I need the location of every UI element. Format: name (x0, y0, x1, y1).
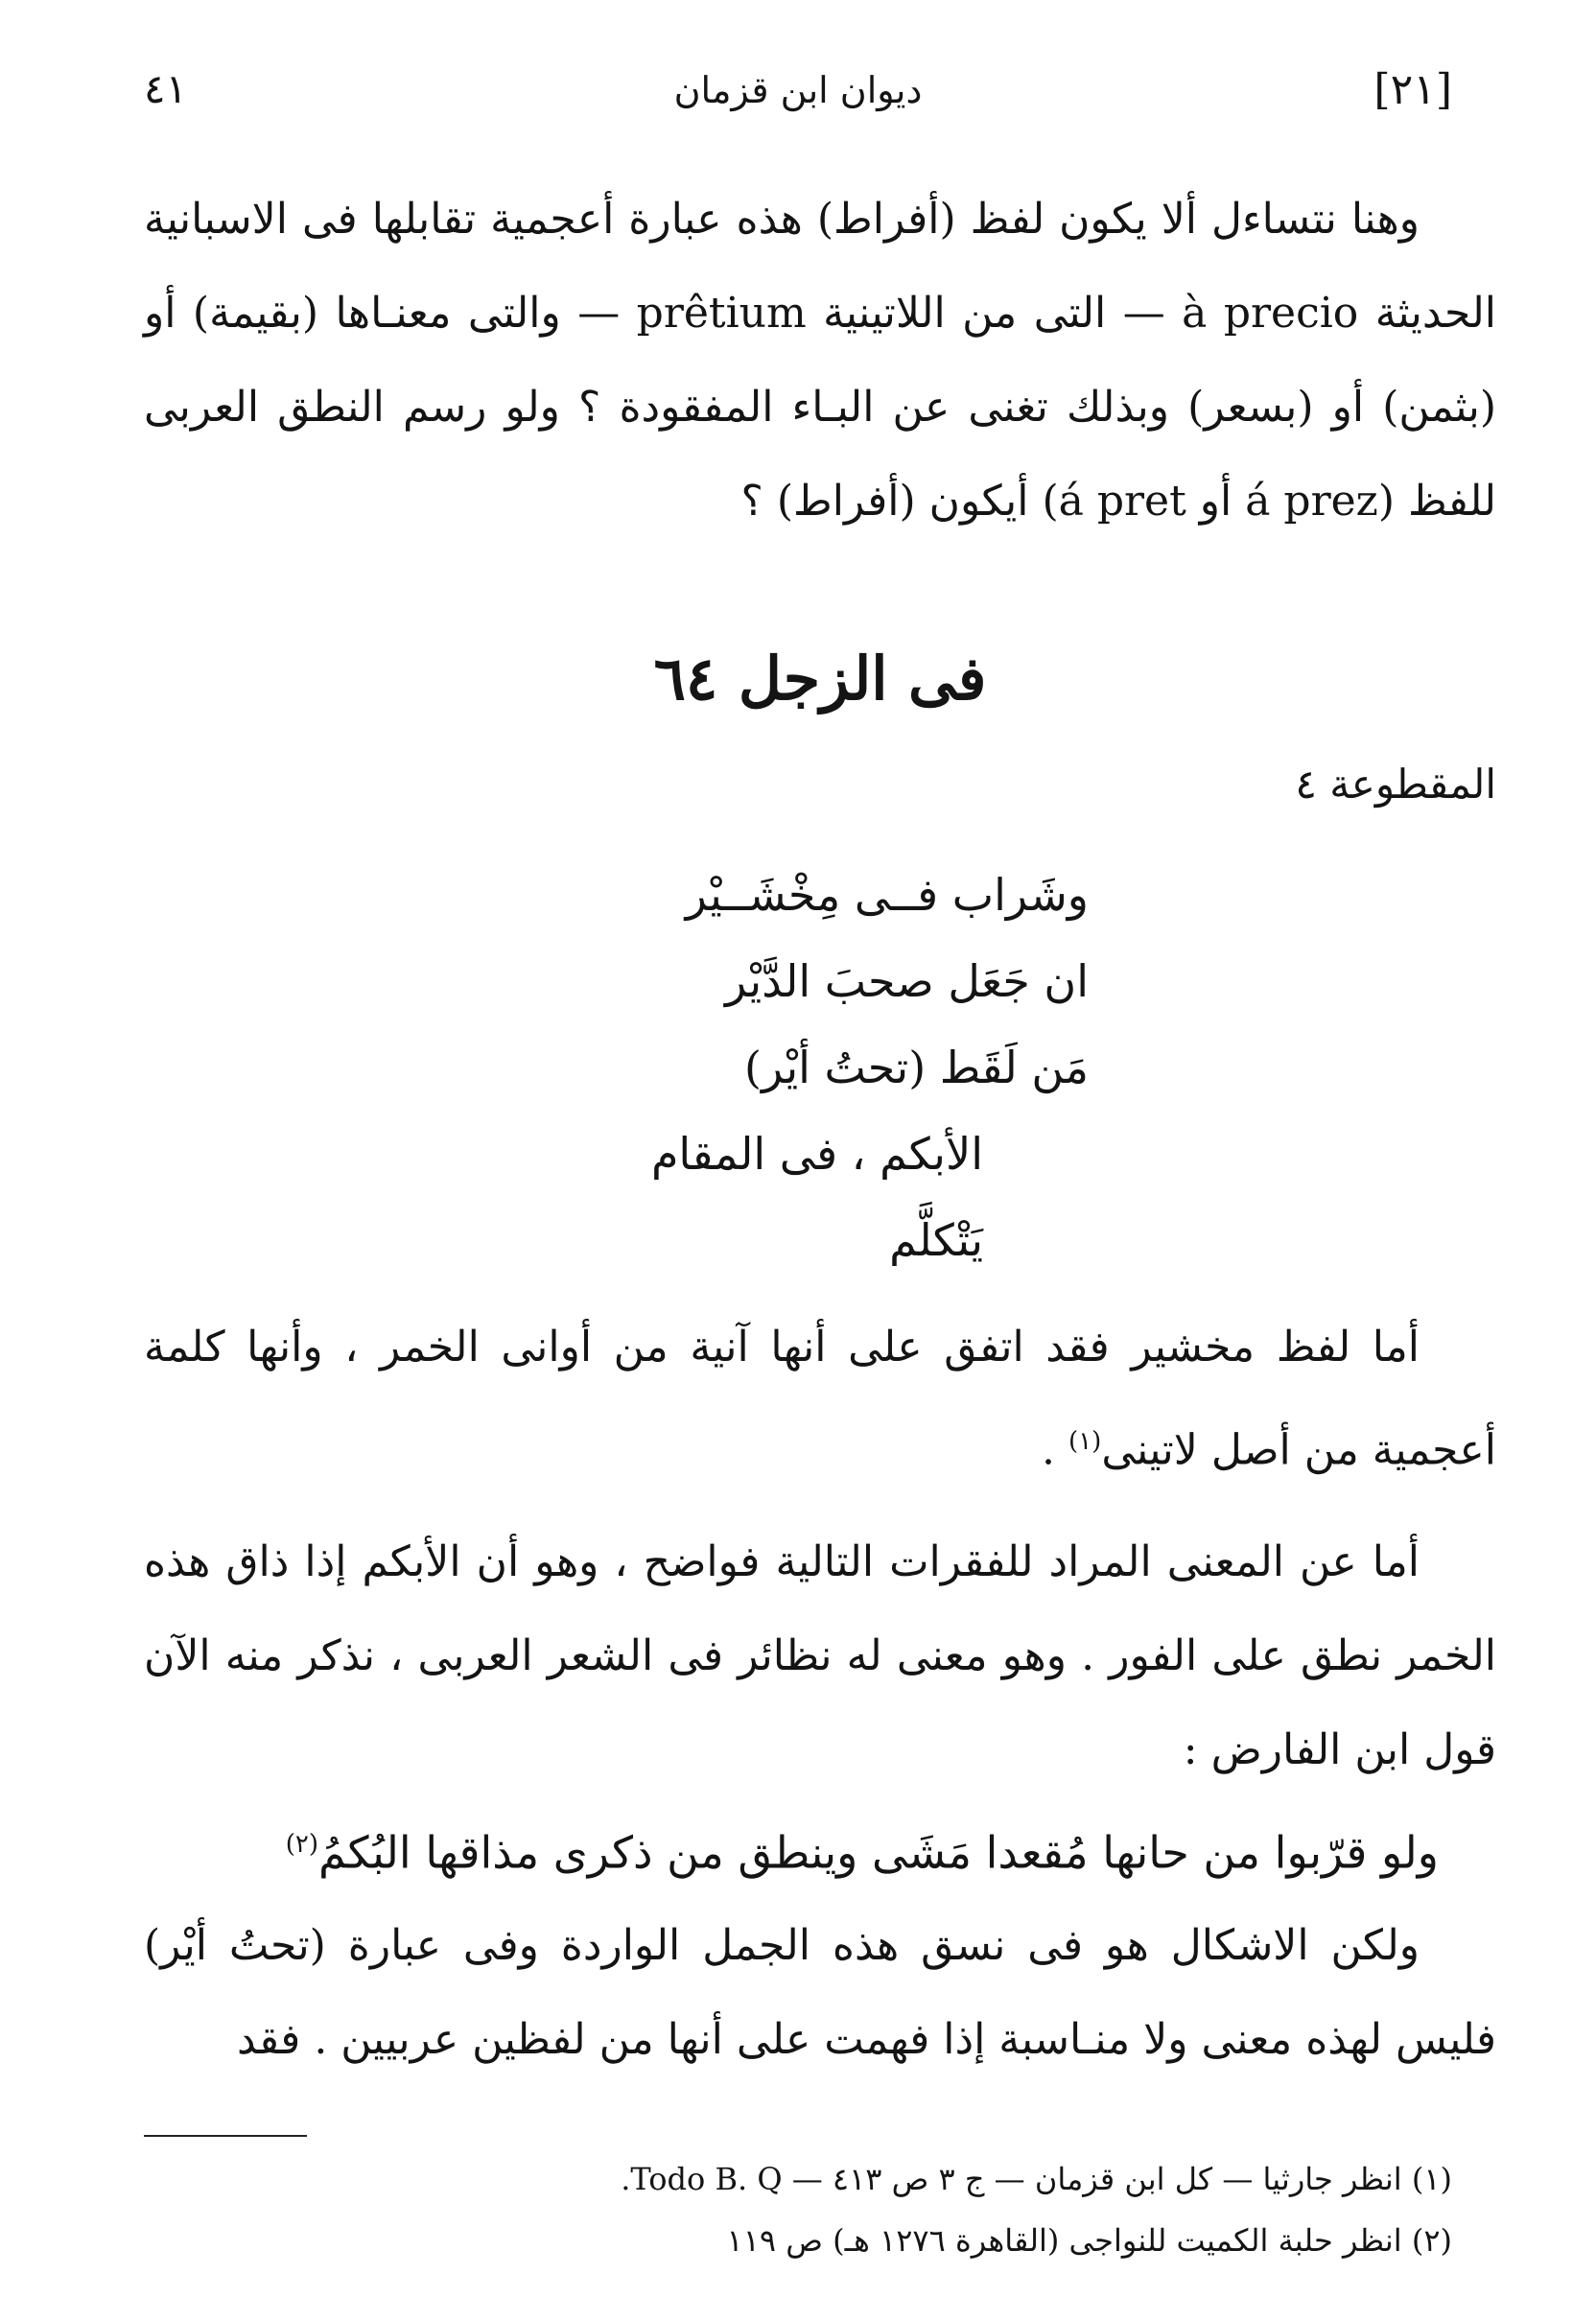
verse-line: ان جَعَل صحبَ الدَّيْر (725, 955, 1089, 1007)
paragraph-problem: ولكن الاشكال هو فى نسق هذه الجمل الواردة وفى عبارة (تحتُ أيْر) فليس لهذه معنى ولا منـاسبة إذا فهمت على أنها من لفظين عربيين . فقد (144, 1920, 1496, 2064)
paragraph-text: أما لفظ مخشير فقد اتفق على أنها آنية من أوانى الخمر ، وأنها كلمة أعجمية من أصل لاتينى (144, 1323, 1496, 1475)
footnote-marker: (٢) (285, 1829, 318, 1859)
quoted-verse-text: ولو قرّبوا من حانها مُقعدا مَشَى وينطق من ذكرى مذاقها البُكمُ (318, 1825, 1439, 1878)
intro-paragraph: وهنا نتساءل ألا يكون لفظ (أفراط) هذه عبارة أعجمية تقابلها فى الاسبانية الحديثة à precio — التى من اللاتينية prêtium — والتى معنـاها (بقيمة) أو (بثمن) أو (بسعر) وبذلك تغنى عن البـاء المفقودة ؟ ولو رسم النطق العربى للفظ (á prez أو á pret) أيكون (أفراط) ؟ (144, 195, 1496, 526)
verse-line: الأبكم ، فى المقام يَتْكلَّم (650, 1128, 983, 1266)
spacer (144, 1498, 1496, 1515)
page-number: ٤١ (144, 65, 188, 112)
piece-label: المقطوعة ٤ (1295, 761, 1496, 808)
footnote-2: (٢) انظر حلبة الكميت للنواجى (القاهرة ١٢٧٦ هـ) ص ١١٩ (726, 2222, 1452, 2259)
paragraph-end: . (1042, 1425, 1069, 1475)
verse-block (552, 852, 1089, 1283)
footnotes (144, 2148, 1452, 2271)
running-title: ديوان ابن قزمان (673, 69, 923, 111)
paragraph-meaning: أما عن المعنى المراد للفقرات التالية فواضح ، وهو أن الأبكم إذا ذاق هذه الخمر نطق على الفور . وهو معنى له نظائر فى الشعر العربى ، نذكر منه الآن قول ابن الفارض : (144, 1536, 1496, 1774)
footnote-marker: (١) (1068, 1427, 1102, 1456)
main-text (144, 173, 1496, 2087)
paragraph-mukhshir (144, 1301, 1496, 1498)
footnote-divider (144, 2135, 307, 2137)
section-heading: فى الزجل ٦٤ (653, 644, 987, 714)
footnote-1: (١) انظر جارثيا — كل ابن قزمان — ج ٣ ص ٤١٣ — Todo B. Q. (621, 2161, 1452, 2197)
verse-line: وشَراب فــى مِخْشَــيْر (685, 869, 1089, 921)
section-number: [٢١] (1373, 65, 1452, 114)
quoted-verse (144, 1797, 1496, 1899)
spacer (144, 1283, 1496, 1301)
verse-line: مَن لَقَط (تحتُ أيْر) (744, 1042, 1089, 1093)
page-header (144, 65, 1452, 132)
